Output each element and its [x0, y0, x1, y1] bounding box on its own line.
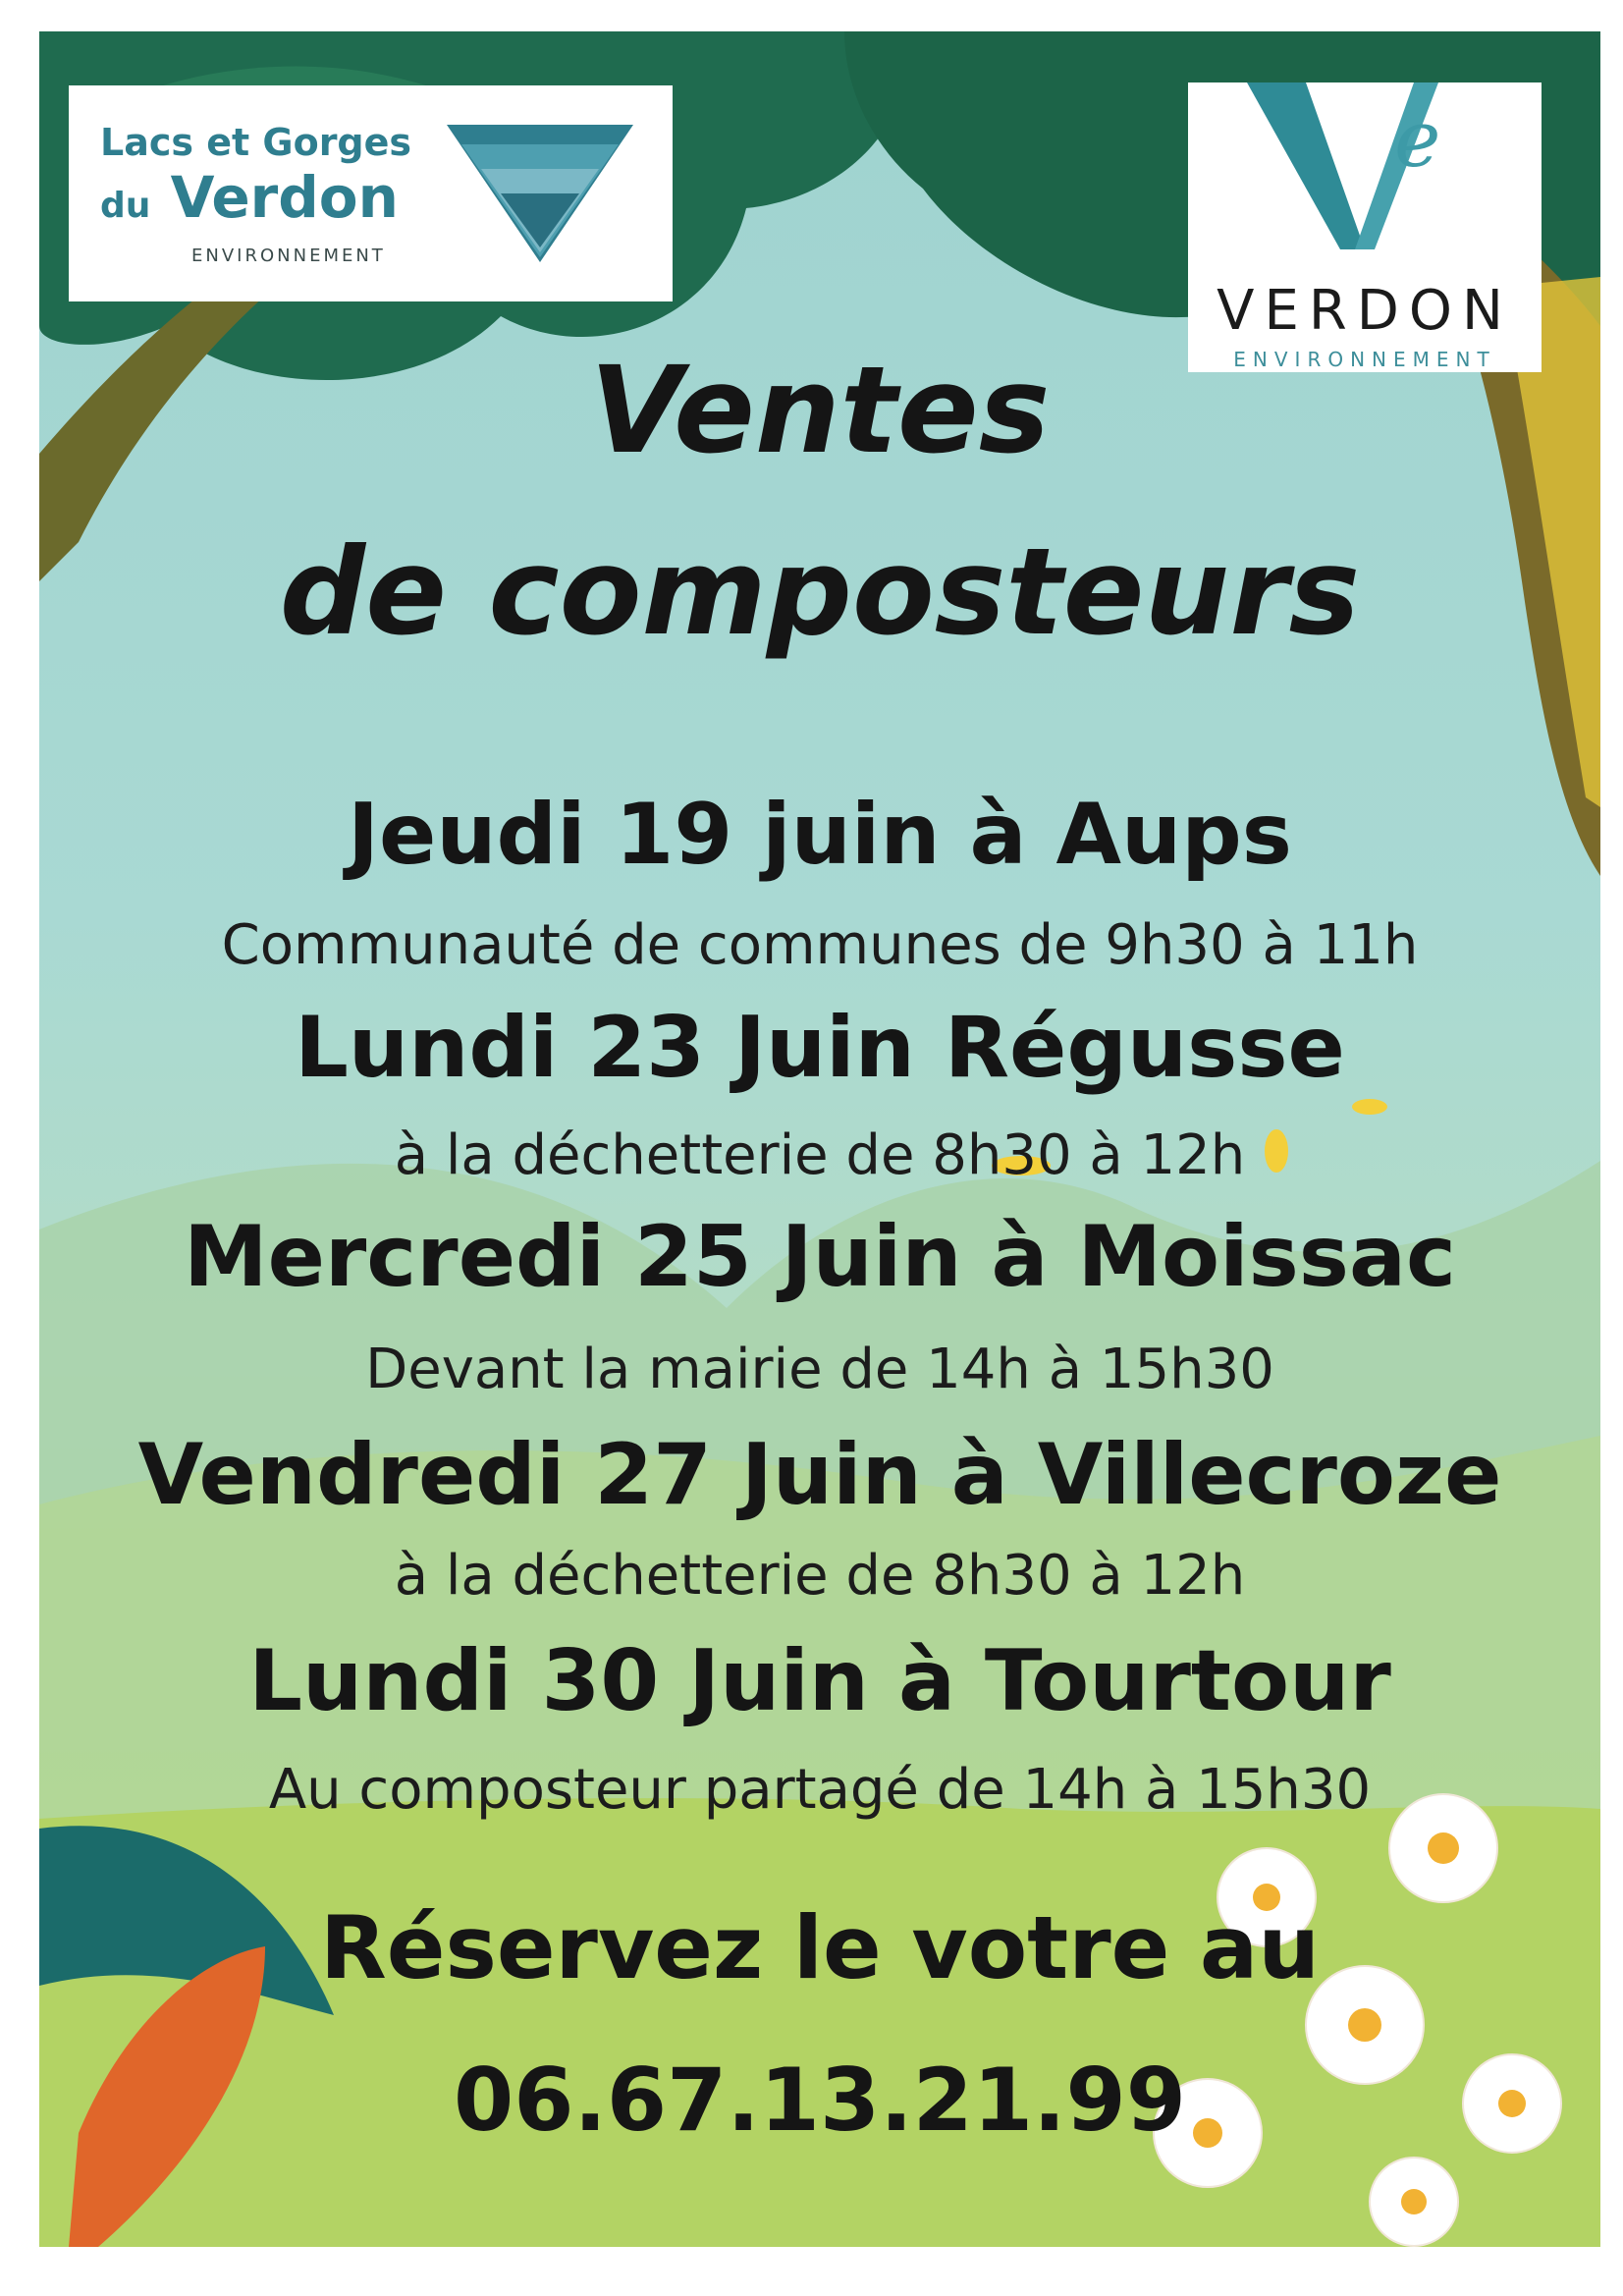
logo-left-line1: Lacs et Gorges — [100, 121, 412, 164]
verdon-v-icon — [1247, 82, 1483, 279]
title-line-2: de composteurs — [279, 522, 1361, 662]
logo-right-mark: e — [1394, 93, 1441, 185]
logo-left-line2-prefix: du — [100, 186, 151, 226]
poster — [39, 31, 1600, 2247]
event-1-detail: Communauté de communes de 9h30 à 11h — [221, 913, 1419, 977]
logo-left-tagline: ENVIRONNEMENT — [191, 246, 386, 266]
event-2-detail: à la déchetterie de 8h30 à 12h — [394, 1123, 1246, 1187]
event-3-detail: Devant la mairie de 14h à 15h30 — [365, 1338, 1274, 1401]
event-2-heading: Lundi 23 Juin Régusse — [295, 999, 1345, 1097]
logo-left-line2 — [100, 164, 399, 231]
event-1-heading: Jeudi 19 juin à Aups — [348, 786, 1292, 884]
logo-right-brand: VERDON — [1217, 279, 1513, 343]
event-5-heading: Lundi 30 Juin à Tourtour — [248, 1632, 1391, 1730]
cta-reserve-text: Réservez le votre au — [320, 1897, 1320, 1998]
event-4-detail: à la déchetterie de 8h30 à 12h — [394, 1544, 1246, 1608]
title-line-1: Ventes — [589, 341, 1051, 480]
event-3-heading: Mercredi 25 Juin à Moissac — [183, 1208, 1456, 1306]
logo-right-tagline: ENVIRONNEMENT — [1233, 348, 1496, 371]
event-5-detail: Au composteur partagé de 14h à 15h30 — [268, 1758, 1372, 1822]
event-4-heading: Vendredi 27 Juin à Villecroze — [137, 1426, 1502, 1524]
verdon-environnement-logo — [1188, 82, 1542, 372]
lacs-gorges-verdon-logo — [69, 85, 673, 301]
logo-left-line2-main: Verdon — [170, 164, 399, 231]
cta-phone-number: 06.67.13.21.99 — [453, 2050, 1187, 2151]
valley-v-icon — [447, 120, 633, 267]
